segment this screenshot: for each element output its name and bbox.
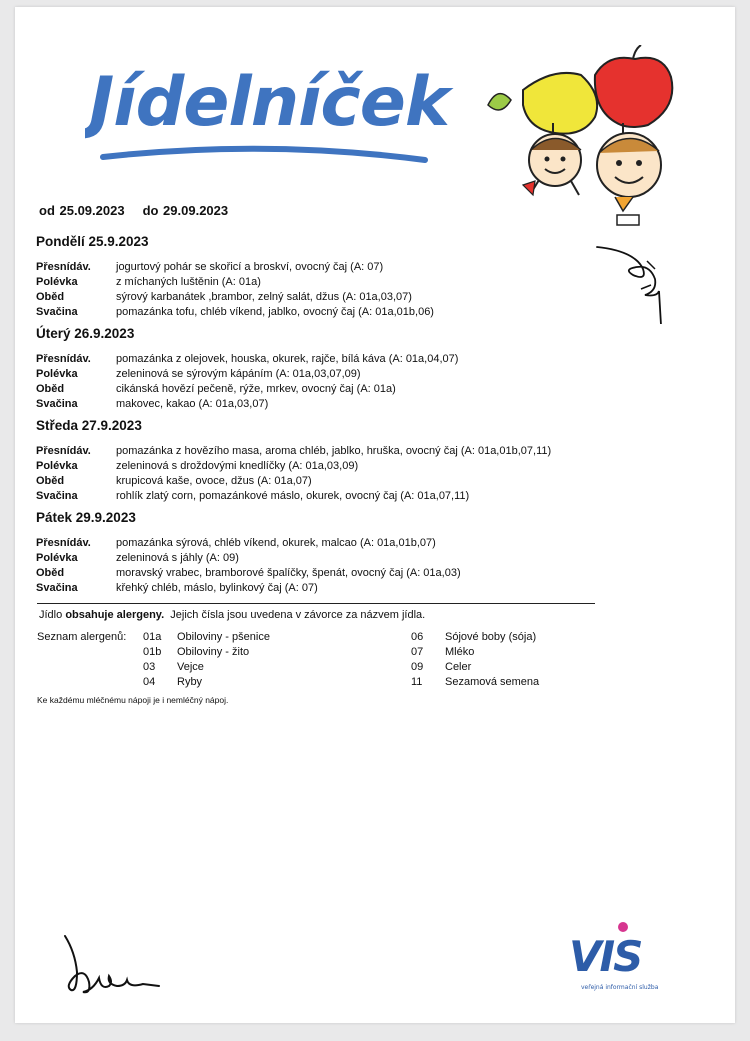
meal-row xyxy=(36,581,716,596)
meal-text: křehký chléb, máslo, bylinkový čaj (A: 07) xyxy=(116,582,318,594)
title-heading xyxy=(85,47,465,172)
meal-text: jogurtový pohár se skořicí a broskví, ovocný čaj (A: 07) xyxy=(116,261,384,273)
meal-text: rohlík zlatý corn, pomazánkové máslo, okurek, ovocný čaj (A: 01a,07,11) xyxy=(116,490,470,502)
meal-label: Svačina xyxy=(36,398,78,410)
day-title: Pondělí 25.9.2023 xyxy=(36,234,149,249)
vis-logo xyxy=(567,919,677,994)
meal-row xyxy=(36,536,716,551)
allergen-intro xyxy=(39,609,595,625)
allergen-code: 01a xyxy=(143,631,162,643)
meal-label: Oběd xyxy=(36,383,65,395)
allergen-code: 09 xyxy=(411,661,424,673)
day-title: Pátek 29.9.2023 xyxy=(36,510,136,525)
period-range xyxy=(39,203,228,218)
allergen-code: 04 xyxy=(143,676,156,688)
meal-text: z míchaných luštěnin (A: 01a) xyxy=(116,276,261,288)
meal-text: sýrový karbanátek ,brambor, zelný salát, džus (A: 01a,03,07) xyxy=(116,291,412,303)
meal-row xyxy=(36,459,716,474)
meal-text: zeleninová s droždovými knedlíčky (A: 01a,03,09) xyxy=(116,460,359,472)
meal-label: Svačina xyxy=(36,490,78,502)
allergen-code: 07 xyxy=(411,646,424,658)
meal-row xyxy=(36,474,716,489)
allergen-name: Sezamová semena xyxy=(445,676,540,688)
meal-label: Polévka xyxy=(36,368,78,380)
meal-row xyxy=(36,290,716,305)
meal-text: zeleninová s jáhly (A: 09) xyxy=(116,552,239,564)
meal-label: Polévka xyxy=(36,552,78,564)
meal-text: krupicová kaše, ovoce, džus (A: 01a,07) xyxy=(116,475,312,487)
kids-with-fruit-illustration xyxy=(483,45,683,230)
allergen-code: 06 xyxy=(411,631,424,643)
day-tuesday xyxy=(36,326,716,412)
allergen-name: Obiloviny - žito xyxy=(177,646,250,658)
meal-label: Oběd xyxy=(36,475,65,487)
meal-row xyxy=(36,397,716,412)
allergen-list xyxy=(37,631,595,695)
day-title: Středa 27.9.2023 xyxy=(36,418,142,433)
allergen-intro-bold: obsahuje alergeny. xyxy=(65,609,165,621)
meal-text: zeleninová se sýrovým kápáním (A: 01a,03,07,09) xyxy=(116,368,361,380)
period-from: od 25.09.2023 xyxy=(39,203,125,218)
meal-text: pomazánka tofu, chléb víkend, jablko, ovocný čaj (A: 01a,01b,06) xyxy=(116,306,434,318)
meal-row xyxy=(36,489,716,504)
day-wednesday xyxy=(36,418,716,504)
meal-label: Přesnídáv. xyxy=(36,353,91,365)
meal-text: pomazánka z hovězího masa, aroma chléb, jablko, hruška, ovocný čaj (A: 01a,01b,07,11) xyxy=(116,445,552,457)
meal-label: Polévka xyxy=(36,460,78,472)
vis-logo-text: VIS xyxy=(569,932,642,981)
meal-row xyxy=(36,367,716,382)
page-title: Jídelníček xyxy=(89,63,450,142)
meal-label: Oběd xyxy=(36,291,65,303)
meal-row xyxy=(36,260,716,275)
vis-logo-tagline: veřejná informační služba xyxy=(581,984,659,991)
day-monday xyxy=(36,234,716,320)
meal-row xyxy=(36,305,716,320)
title-underline xyxy=(103,149,425,160)
meal-row xyxy=(36,382,716,397)
meal-row xyxy=(36,551,716,566)
allergen-section xyxy=(37,603,595,695)
allergen-intro-pre: Jídlo xyxy=(39,609,63,621)
allergen-code: 01b xyxy=(143,646,162,658)
menu-document xyxy=(15,7,735,1023)
day-title: Úterý 26.9.2023 xyxy=(36,326,135,341)
meal-label: Svačina xyxy=(36,306,78,318)
meal-label: Přesnídáv. xyxy=(36,537,91,549)
footnote: Ke každému mléčnému nápoji je i nemléčný nápoj. xyxy=(37,695,229,705)
weekly-menu xyxy=(36,234,716,602)
meal-row xyxy=(36,444,716,459)
allergen-name: Vejce xyxy=(177,661,204,673)
period-to: do 29.09.2023 xyxy=(142,203,229,218)
meal-row xyxy=(36,352,716,367)
allergen-intro-post: Jejich čísla jsou uvedena v závorce za názvem jídla. xyxy=(170,609,426,621)
meal-label: Přesnídáv. xyxy=(36,445,91,457)
day-friday xyxy=(36,510,716,596)
allergen-list-label: Seznam alergenů: xyxy=(37,631,127,643)
allergen-code: 11 xyxy=(411,676,423,688)
meal-label: Oběd xyxy=(36,567,65,579)
meal-text: pomazánka z olejovek, houska, okurek, rajče, bílá káva (A: 01a,04,07) xyxy=(116,353,459,365)
signature-bottom xyxy=(63,932,163,1002)
meal-row xyxy=(36,275,716,290)
meal-label: Polévka xyxy=(36,276,78,288)
meal-label: Přesnídáv. xyxy=(36,261,91,273)
meal-label: Svačina xyxy=(36,582,78,594)
meal-row xyxy=(36,566,716,581)
meal-text: pomazánka sýrová, chléb víkend, okurek, malcao (A: 01a,01b,07) xyxy=(116,537,436,549)
meal-text: cikánská hovězí pečeně, rýže, mrkev, ovocný čaj (A: 01a) xyxy=(116,383,396,395)
allergen-name: Celer xyxy=(445,661,472,673)
allergen-code: 03 xyxy=(143,661,156,673)
vis-logo-dot xyxy=(618,922,628,932)
meal-text: makovec, kakao (A: 01a,03,07) xyxy=(116,398,269,410)
meal-text: moravský vrabec, bramborové špalíčky, špenát, ovocný čaj (A: 01a,03) xyxy=(116,567,461,579)
allergen-name: Obiloviny - pšenice xyxy=(177,631,270,643)
allergen-name: Sójové boby (sója) xyxy=(445,631,537,643)
allergen-name: Ryby xyxy=(177,676,203,688)
allergen-name: Mléko xyxy=(445,646,475,658)
